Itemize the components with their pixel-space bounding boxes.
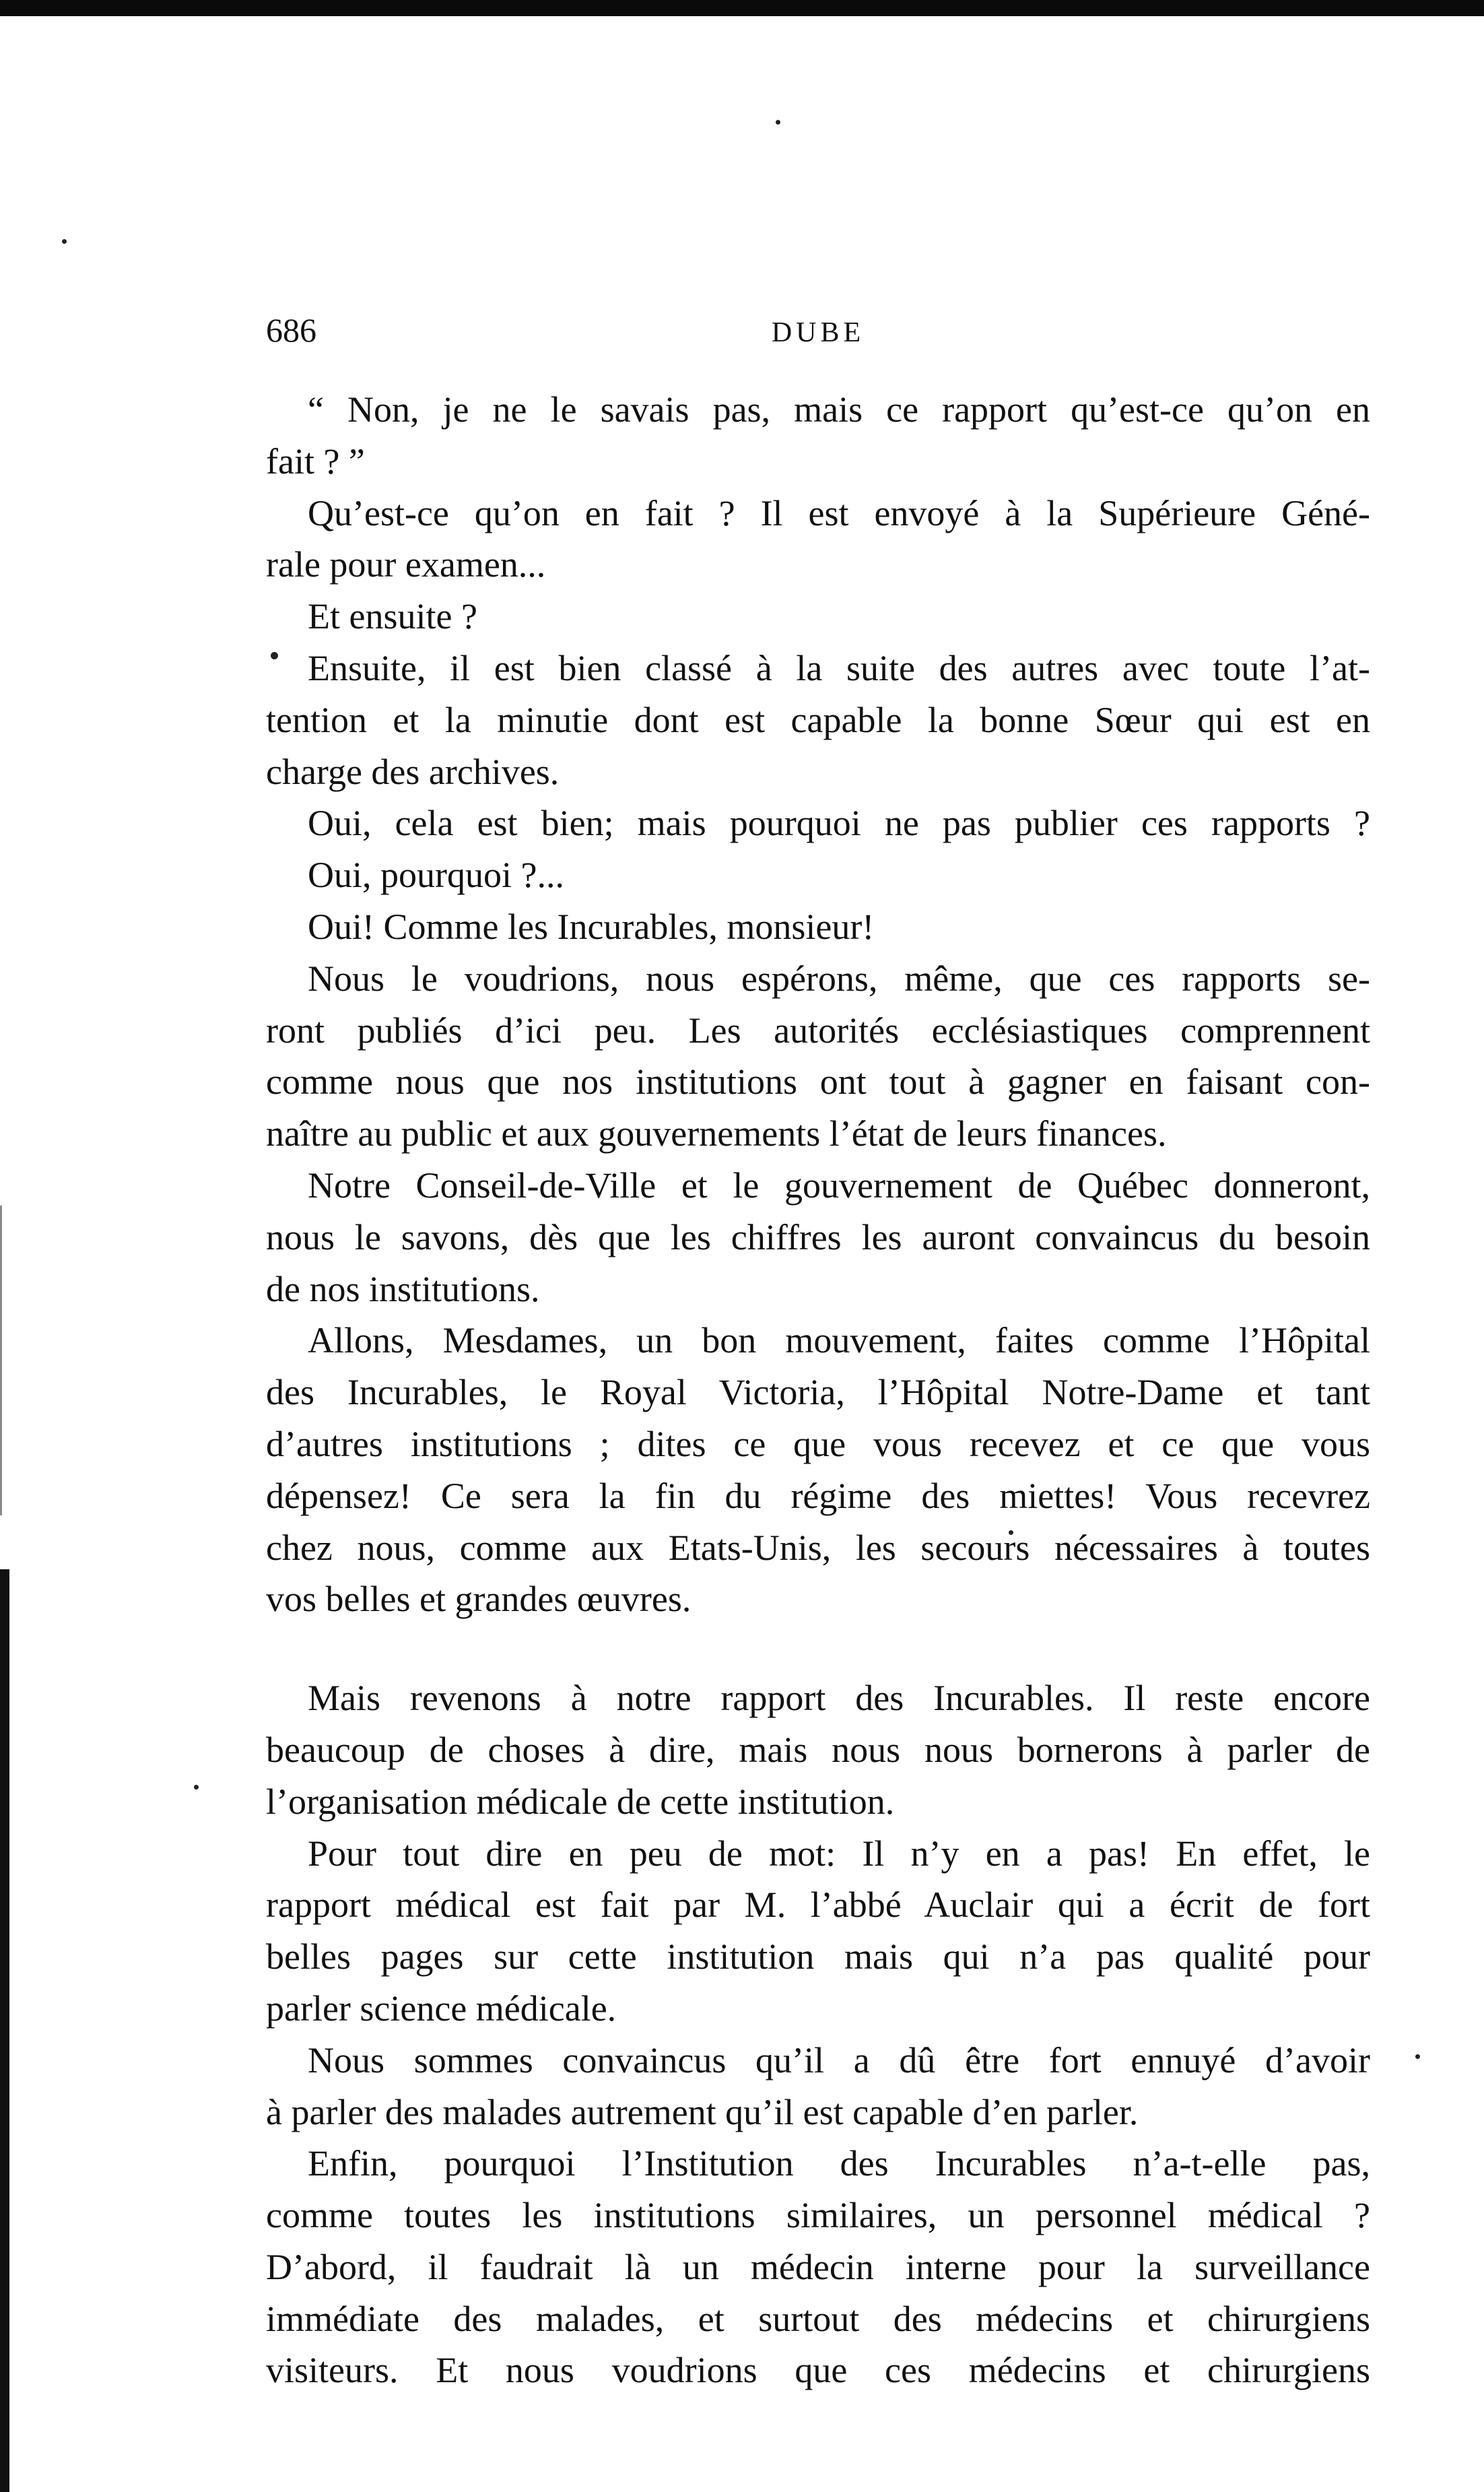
- text-line: Notre Conseil-de-Ville et le gouvernement de Québec donneront,: [308, 1165, 1370, 1206]
- page-header: [266, 306, 1370, 354]
- scan-speck: [1415, 2054, 1420, 2059]
- text-line: chez nous, comme aux Etats-Unis, les secours nécessaires à toutes: [266, 1527, 1370, 1568]
- text-line: D’abord, il faudrait là un médecin interne pour la surveillance: [266, 2246, 1370, 2287]
- text-line: Nous sommes convaincus qu’il a dû être fort ennuyé d’avoir: [308, 2039, 1370, 2080]
- top-scan-border: [0, 0, 1484, 16]
- text-line: tention et la minutie dont est capable la bonne Sœur qui est en: [266, 699, 1370, 740]
- text-line: fait ? ”: [266, 440, 365, 482]
- scan-speck: [776, 120, 780, 125]
- text-line: des Incurables, le Royal Victoria, l’Hôpital Notre-Dame et tant: [266, 1372, 1370, 1413]
- text-line: comme nous que nos institutions ont tout à gagner en faisant con-: [266, 1061, 1370, 1103]
- text-line: comme toutes les institutions similaires, un personnel médical ?: [266, 2195, 1370, 2236]
- text-line: à parler des malades autrement qu’il est capable d’en parler.: [266, 2091, 1139, 2132]
- text-line: Mais revenons à notre rapport des Incurables. Il reste encore: [308, 1678, 1370, 1719]
- text-line: “ Non, je ne le savais pas, mais ce rapport qu’est-ce qu’on en: [308, 389, 1370, 430]
- running-head: DUBE: [771, 317, 865, 348]
- text-line: rapport médical est fait par M. l’abbé Auclair qui a écrit de fort: [266, 1884, 1370, 1926]
- text-line: rale pour examen...: [266, 544, 546, 585]
- text-line: Et ensuite ?: [308, 596, 477, 637]
- text-line: d’autres institutions ; dites ce que vous recevez et ce que vous: [266, 1423, 1370, 1464]
- scan-speck: [194, 1785, 199, 1790]
- text-line: Allons, Mesdames, un bon mouvement, faites comme l’Hôpital: [308, 1320, 1370, 1361]
- text-line: Pour tout dire en peu de mot: Il n’y en a pas! En effet, le: [308, 1833, 1370, 1874]
- text-line: parler science médicale.: [266, 1988, 617, 2029]
- text-line: naître au public et aux gouvernements l’état de leurs finances.: [266, 1113, 1167, 1154]
- text-line: Oui! Comme les Incurables, monsieur!: [308, 906, 875, 947]
- text-line: Oui, cela est bien; mais pourquoi ne pas publier ces rapports ?: [308, 803, 1370, 844]
- section-break: [266, 1625, 1370, 1672]
- text-line: beaucoup de choses à dire, mais nous nous bornerons à parler de: [266, 1729, 1370, 1770]
- text-line: Qu’est-ce qu’on en fait ? Il est envoyé à la Supérieure Géné-: [308, 492, 1370, 533]
- text-line: dépensez! Ce sera la fin du régime des miettes! Vous recevrez: [266, 1475, 1370, 1516]
- body-text: [266, 384, 1370, 2396]
- text-line: Enfin, pourquoi l’Institution des Incurables n’a-t-elle pas,: [308, 2143, 1370, 2184]
- text-line: Ensuite, il est bien classé à la suite des autres avec toute l’at-: [308, 647, 1370, 688]
- text-line: ront publiés d’ici peu. Les autorités ecclésiastiques comprennent: [266, 1010, 1370, 1051]
- text-line: charge des archives.: [266, 751, 560, 792]
- text-line: l’organisation médicale de cette institution.: [266, 1781, 895, 1822]
- text-line: belles pages sur cette institution mais qui n’a pas qualité pour: [266, 1936, 1370, 1977]
- left-scan-border: [0, 1569, 9, 2492]
- scan-speck: [62, 239, 67, 244]
- text-line: Oui, pourquoi ?...: [308, 855, 564, 896]
- text-line: de nos institutions.: [266, 1268, 540, 1309]
- text-line: Nous le voudrions, nous espérons, même, que ces rapports se-: [308, 958, 1370, 999]
- left-scan-shadow: [0, 1206, 2, 1515]
- text-line: visiteurs. Et nous voudrions que ces médecins et chirurgiens: [266, 2350, 1370, 2391]
- text-line: nous le savons, dès que les chiffres les auront convaincus du besoin: [266, 1216, 1370, 1257]
- text-line: immédiate des malades, et surtout des médecins et chirurgiens: [266, 2298, 1370, 2339]
- page-number: 686: [266, 311, 316, 349]
- text-line: vos belles et grandes œuvres.: [266, 1579, 692, 1620]
